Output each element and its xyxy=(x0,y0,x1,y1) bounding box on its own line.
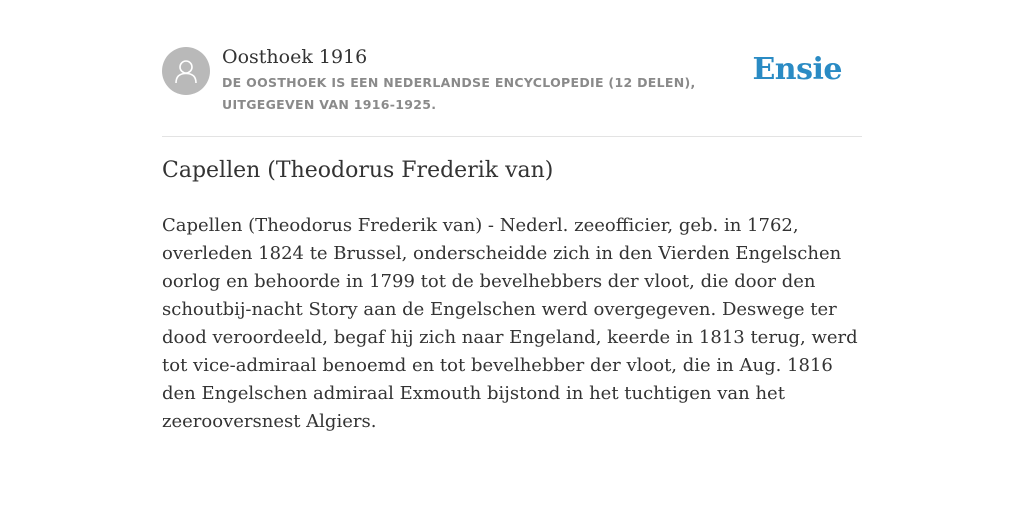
ensie-logo[interactable]: Ensie xyxy=(752,52,842,87)
source-title[interactable]: Oosthoek 1916 xyxy=(222,46,368,68)
article-title: Capellen (Theodorus Frederik van) xyxy=(162,158,554,183)
source-header xyxy=(162,44,862,137)
source-description: DE OOSTHOEK IS EEN NEDERLANDSE ENCYCLOPEDIE (12 DELEN), UITGEGEVEN VAN 1916-1925. xyxy=(222,75,696,112)
article-body: Capellen (Theodorus Frederik van) - Nederl. zeeofficier, geb. in 1762, overleden 1824 te Brussel, onderscheidde zich in den Vierden Engelschen oorlog en behoorde in 1799 tot de bevelhebbers der vloot, die door den schoutbij-nacht Story aan de Engelschen werd overgegeven. Deswege ter dood veroordeeld, begaf hij zich naar Engeland, keerde in 1813 terug, werd tot vice-admiraal benoemd en tot bevelhebber der vloot, die in Aug. 1816 den Engelschen admiraal Exmouth bijstond in het tuchtigen van het zeerooversnest Algiers. xyxy=(162,215,858,432)
user-avatar-icon xyxy=(162,47,210,95)
